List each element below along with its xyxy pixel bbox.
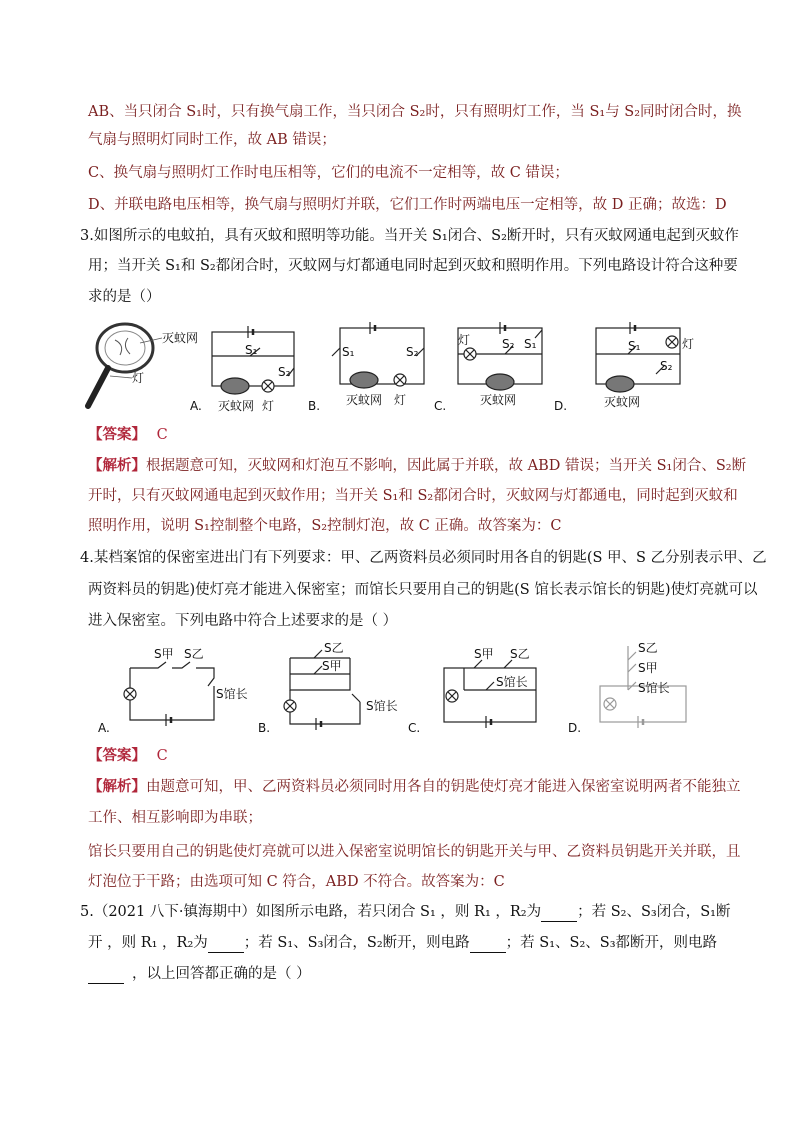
- q3-c-lamp: 灯: [458, 333, 471, 347]
- q3-a-net: 灭蚊网: [218, 399, 255, 413]
- q4-d-sy: S乙: [638, 641, 658, 655]
- q2-line-c: C、换气扇与照明灯工作时电压相等，它们的电流不一定相等，故 C 错误；: [88, 165, 569, 181]
- q4-c-sj: S甲: [474, 647, 494, 661]
- q4-answer-value: C: [156, 748, 168, 764]
- q3-b-s2: S₂: [406, 345, 419, 359]
- q2-line-ab-2: 气扇与照明灯同时工作，故 AB 错误；: [88, 132, 336, 148]
- q5-stem-3: [88, 964, 311, 984]
- q5-stem-3-text: ，以上回答都正确的是（ ）: [132, 966, 311, 982]
- q4-analysis-label: 【解析】: [88, 778, 146, 795]
- q4-option-c-circuit: [444, 660, 536, 728]
- q3-option-c-label: C.: [434, 399, 447, 413]
- q4-answer-label: 【答案】: [88, 747, 146, 764]
- q4-option-c-label: C.: [408, 721, 421, 735]
- q3-analysis-3: 照明作用，说明 S₁控制整个电路，S₂控制灯泡，故 C 正确。故答案为：C: [88, 518, 562, 534]
- q5-stem-2a: 开 ，则 R₁ ，R₂为: [88, 935, 208, 951]
- racket-net-label: 灭蚊网: [162, 331, 199, 345]
- q5-blank-1: [541, 907, 577, 922]
- q3-answer-value: C: [156, 427, 168, 443]
- q3-option-d-label: D.: [554, 399, 568, 413]
- q5-stem-1a: 5.（2021 八下·镇海期中）如图所示电路，若只闭合 S₁ ，则 R₁ ，R₂为: [80, 904, 542, 920]
- q4-analysis-1: 由题意可知，甲、乙两资料员必须同时用各自的钥匙使灯亮才能进入保密室说明两者不能独立: [146, 779, 741, 795]
- q3-option-c-circuit: [458, 322, 542, 390]
- q4-circuit-figure: [90, 640, 720, 740]
- q3-a-s2: S₂: [278, 365, 291, 379]
- q3-c-net: 灭蚊网: [480, 393, 517, 407]
- q3-d-net: 灭蚊网: [604, 395, 641, 409]
- q3-d-lamp: 灯: [682, 337, 695, 351]
- q3-d-s1: S₁: [628, 339, 641, 353]
- q3-circuit-figure: [80, 318, 720, 418]
- racket-lamp-label: 灯: [132, 371, 145, 385]
- q5-stem-2c: ；若 S₁、S₂、S₃都断开，则电路: [505, 935, 718, 951]
- q4-d-sj: S甲: [638, 661, 658, 675]
- q3-analysis-1-line: [88, 456, 746, 476]
- q5-blank-2: [208, 938, 244, 953]
- q4-option-a-circuit: [124, 662, 214, 726]
- q3-analysis-2: 开时，只有灭蚊网通电起到灭蚊作用；当开关 S₁和 S₂都闭合时，灭蚊网与灯都通电，同时起到灭蚊和: [88, 488, 738, 504]
- q3-option-a-circuit: [212, 326, 294, 394]
- q5-blank-4: [88, 969, 124, 984]
- mosquito-racket-icon: [88, 324, 162, 406]
- q4-a-sg: S馆长: [216, 687, 248, 701]
- q4-c-sg: S馆长: [496, 675, 528, 689]
- q4-b-sy: S乙: [324, 641, 344, 655]
- q3-answer-line: [88, 425, 168, 445]
- q2-line-d: D、并联电路电压相等，换气扇与照明灯并联，它们工作时两端电压一定相等，故 D 正确；故选：D: [88, 197, 727, 213]
- q4-option-b-label: B.: [258, 721, 271, 735]
- q3-answer-label: 【答案】: [88, 426, 146, 443]
- q3-d-s2: S₂: [660, 359, 673, 373]
- q3-stem-1: 3.如图所示的电蚊拍，具有灭蚊和照明等功能。当开关 S₁闭合、S₂断开时，只有灭蚊网通电起到灭蚊作: [80, 228, 739, 244]
- q4-a-sj: S甲: [154, 647, 174, 661]
- q4-stem-3: 进入保密室。下列电路中符合上述要求的是（ ）: [88, 613, 398, 629]
- q4-a-sy: S乙: [184, 647, 204, 661]
- q3-b-net: 灭蚊网: [346, 393, 383, 407]
- q4-b-sg: S馆长: [366, 699, 398, 713]
- q4-stem-1: 4.某档案馆的保密室进出门有下列要求：甲、乙两资料员必须同时用各自的钥匙(S 甲、S 乙分别表示甲、乙: [80, 550, 767, 566]
- q3-stem-2: 用；当开关 S₁和 S₂都闭合时，灭蚊网与灯都通电同时起到灭蚊和照明作用。下列电路设计符合这种要: [88, 258, 738, 274]
- q3-option-a-label: A.: [190, 399, 202, 413]
- q4-analysis-4: 灯泡位于干路；由选项可知 C 符合，ABD 不符合。故答案为：C: [88, 874, 505, 890]
- q4-analysis-1-line: [88, 777, 741, 797]
- q3-c-s1: S₁: [524, 337, 537, 351]
- q4-analysis-2: 工作、相互影响即为串联；: [88, 810, 262, 826]
- q3-b-lamp: 灯: [394, 393, 407, 407]
- q5-stem-2b: ；若 S₁、S₃闭合，S₂断开，则电路: [243, 935, 470, 951]
- q3-option-d-circuit: [596, 322, 680, 392]
- q4-d-sg: S馆长: [638, 681, 670, 695]
- q3-a-s1: S₁: [245, 343, 258, 357]
- q5-blank-3: [470, 938, 506, 953]
- q3-analysis-1: 根据题意可知，灭蚊网和灯泡互不影响，因此属于并联，故 ABD 错误；当开关 S₁闭合、S₂断: [146, 458, 747, 474]
- q3-stem-3: 求的是（）: [88, 289, 161, 305]
- q4-analysis-3: 馆长只要用自己的钥匙使灯亮就可以进入保密室说明馆长的钥匙开关与甲、乙资料员钥匙开关并联，且: [88, 844, 741, 860]
- q5-stem-2: [88, 933, 717, 953]
- q4-option-d-label: D.: [568, 721, 582, 735]
- q2-line-ab-1: AB、当只闭合 S₁时，只有换气扇工作，当只闭合 S₂时，只有照明灯工作，当 S₁与 S₂同时闭合时，换: [88, 104, 742, 120]
- q4-stem-2: 两资料员的钥匙)使灯亮才能进入保密室；而馆长只要用自己的钥匙(S 馆长表示馆长的钥匙)使灯亮就可以: [88, 582, 758, 598]
- q4-answer-line: [88, 746, 168, 766]
- q3-a-lamp: 灯: [262, 399, 275, 413]
- q4-c-sy: S乙: [510, 647, 530, 661]
- q4-option-a-label: A.: [98, 721, 110, 735]
- q3-b-s1: S₁: [342, 345, 355, 359]
- q5-stem-1: [80, 902, 730, 922]
- q3-analysis-label: 【解析】: [88, 457, 146, 474]
- q4-b-sj: S甲: [322, 659, 342, 673]
- q3-option-b-label: B.: [308, 399, 321, 413]
- q3-c-s2: S₂: [502, 337, 515, 351]
- q5-stem-1b: ；若 S₂、S₃闭合，S₁断: [577, 904, 731, 920]
